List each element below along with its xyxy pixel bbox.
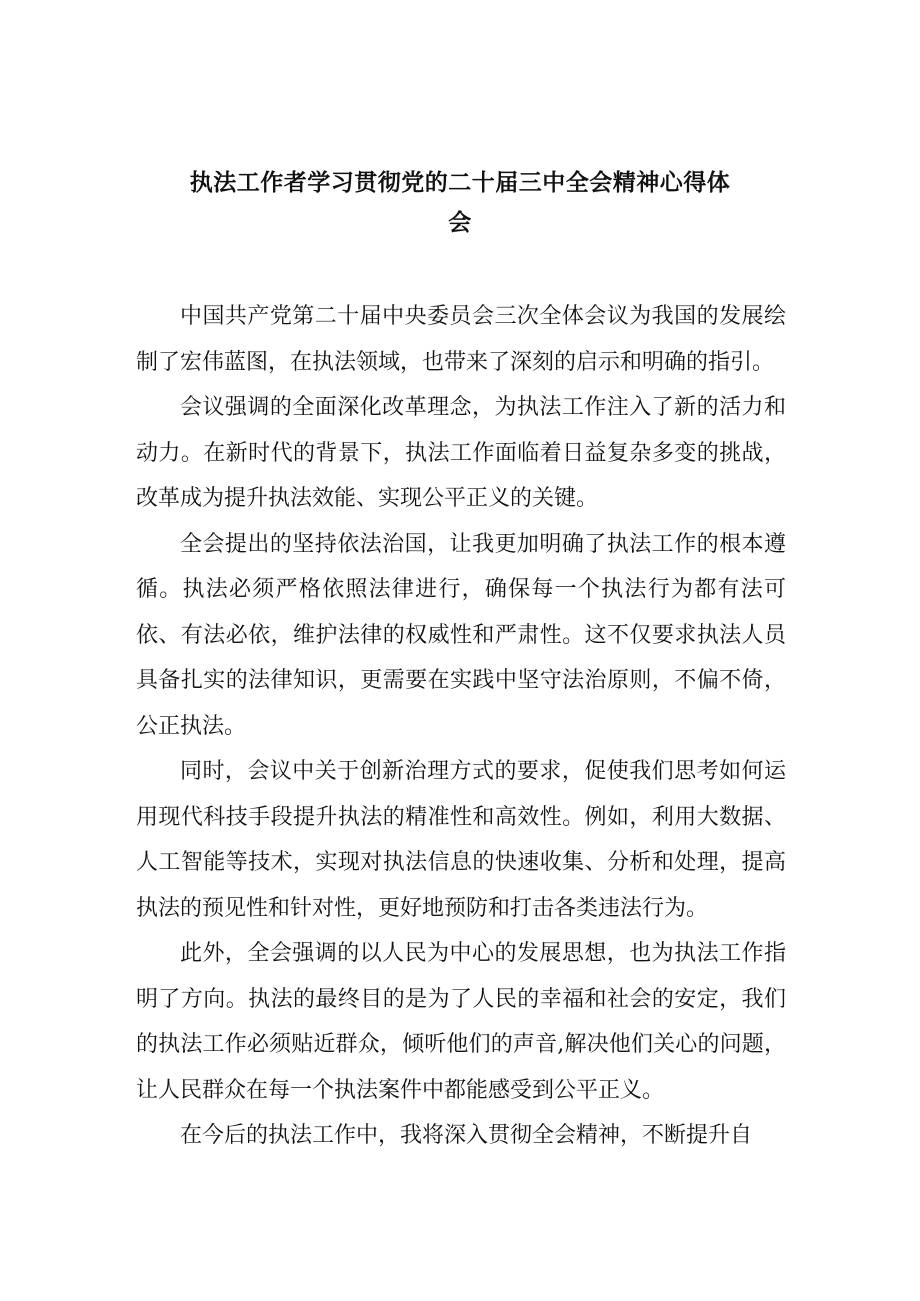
title-line-2: 会 [448, 210, 472, 236]
document-title [160, 163, 760, 243]
paragraph: 会议强调的全面深化改革理念，为执法工作注入了新的活力和动力。在新时代的背景下，执法工作面临着日益复杂多变的挑战，改革成为提升执法效能、实现公平正义的关键。 [136, 395, 786, 511]
paragraph: 中国共产党第二十届中央委员会三次全体会议为我国的发展绘制了宏伟蓝图，在执法领域，也带来了深刻的启示和明确的指引。 [136, 304, 786, 375]
paragraph: 此外，全会强调的以人民为中心的发展思想，也为执法工作指明了方向。执法的最终目的是为了人民的幸福和社会的安定，我们的执法工作必须贴近群众，倾听他们的声音,解决他们关心的问题，让人民群众在每一个执法案件中都能感受到公平正义。 [136, 941, 786, 1103]
document-body [136, 294, 786, 1159]
paragraph: 在今后的执法工作中，我将深入贯彻全会精神，不断提升自 [180, 1123, 753, 1148]
paragraph: 全会提出的坚持依法治国，让我更加明确了执法工作的根本遵循。执法必须严格依照法律进行，确保每一个执法行为都有法可依、有法必依，维护法律的权威性和严肃性。这不仅要求执法人员具备扎实的法律知识，更需要在实践中坚守法治原则，不偏不倚，公正执法。 [136, 531, 786, 739]
title-line-1: 执法工作者学习贯彻党的二十届三中全会精神心得体 [189, 170, 731, 196]
paragraph: 同时，会议中关于创新治理方式的要求，促使我们思考如何运用现代科技手段提升执法的精准性和高效性。例如，利用大数据、人工智能等技术，实现对执法信息的快速收集、分析和处理，提高执法的预见性和针对性，更好地预防和打击各类违法行为。 [136, 759, 786, 921]
